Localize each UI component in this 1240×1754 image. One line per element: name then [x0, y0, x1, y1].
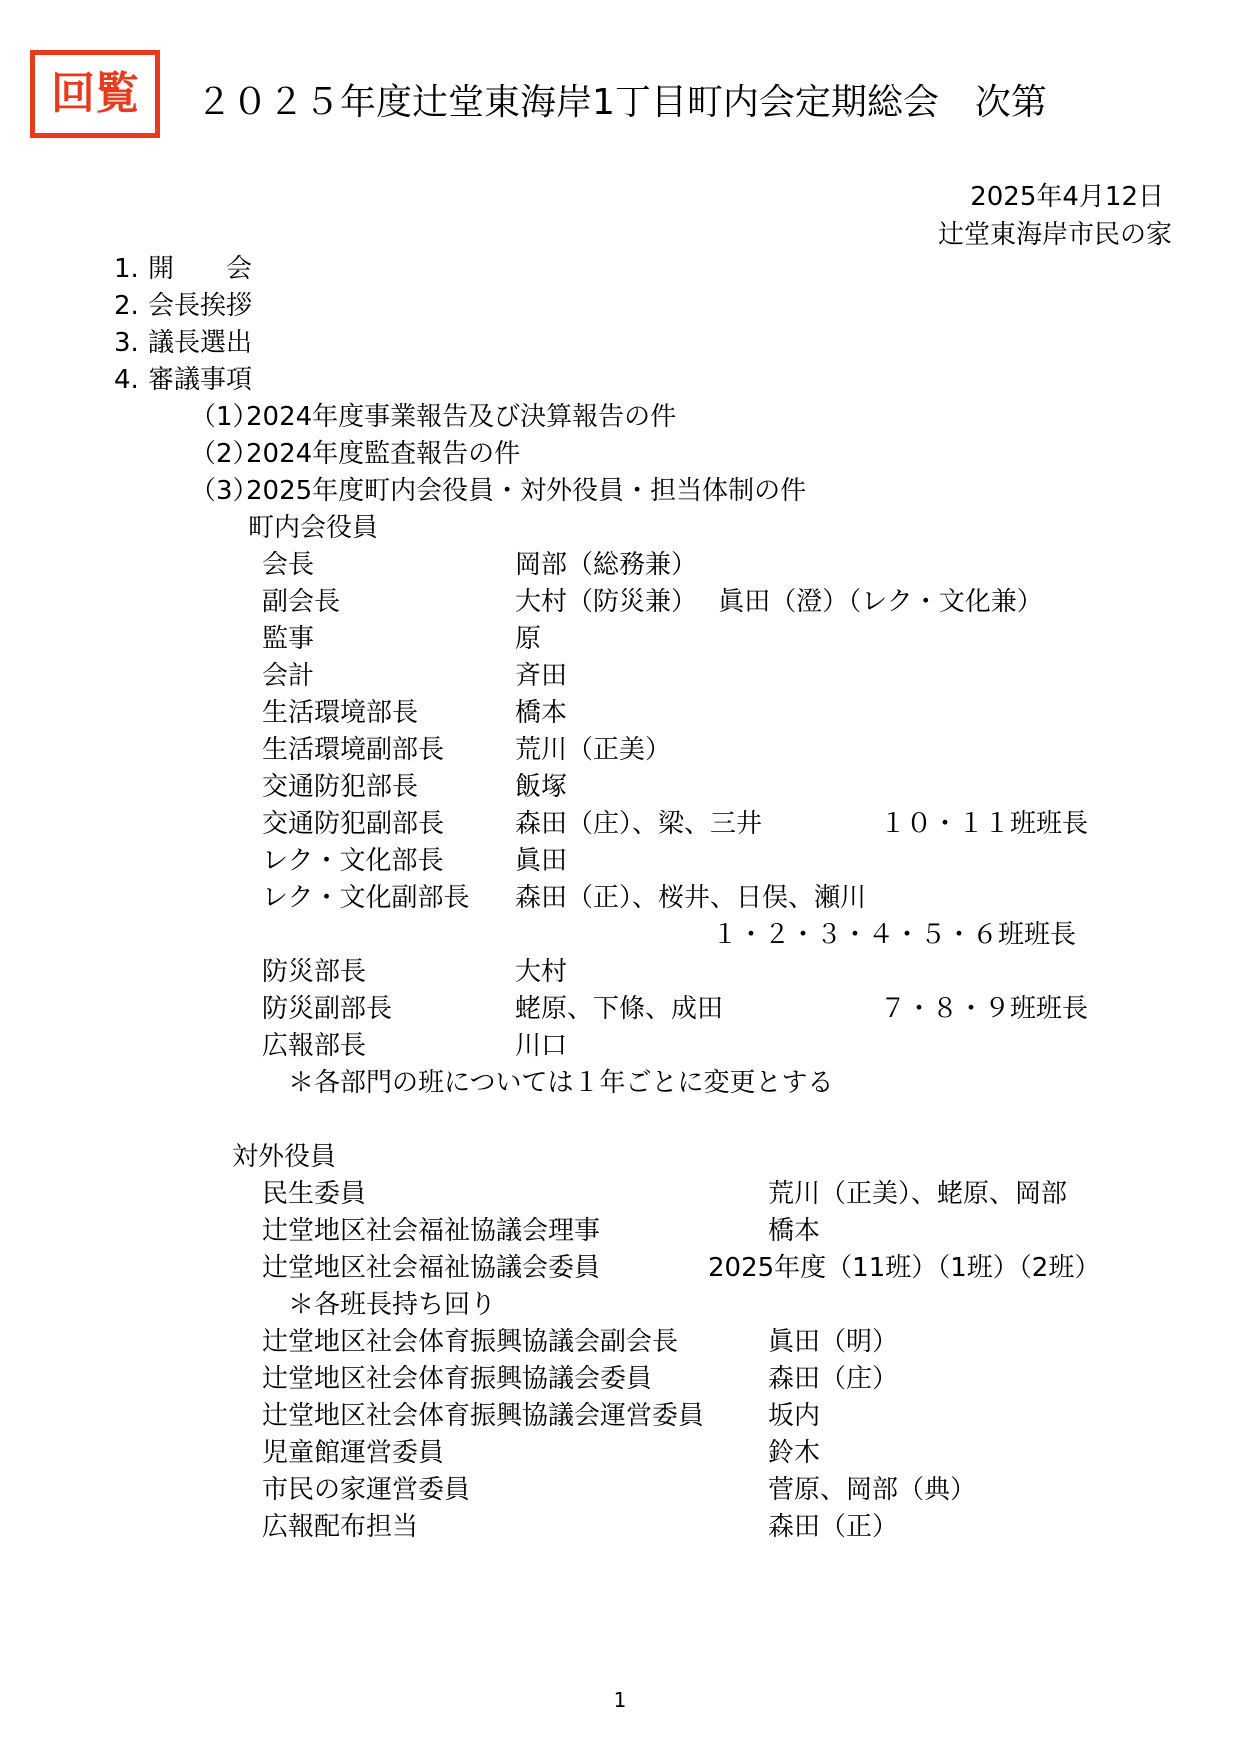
officer-role: 交通防犯部長: [262, 772, 419, 802]
agenda-number: 4.: [114, 365, 139, 395]
external-name: 2025年度（11班）（1班）（2班）: [708, 1253, 1101, 1283]
officer-name: 原: [515, 624, 542, 654]
town-officers-note: ＊各部門の班については１年ごとに変更とする: [288, 1068, 834, 1098]
external-name: 森田（庄）: [768, 1364, 899, 1394]
town-officers-heading: 町内会役員: [248, 513, 379, 543]
agenda-label: 会長挨拶: [148, 291, 253, 321]
deliberation-number: （3）: [190, 476, 259, 506]
meeting-place: 辻堂東海岸市民の家: [937, 220, 1172, 250]
group-assignment-culture: １・２・３・４・５・６班班長: [712, 920, 1077, 950]
external-role: 辻堂地区社会福祉協議会理事: [262, 1216, 601, 1246]
group-assignment-disaster: ７・８・９班班長: [880, 994, 1089, 1024]
agenda-label: 開 会: [148, 254, 253, 284]
external-role: 民生委員: [262, 1179, 367, 1209]
officer-name: 蛯原、下條、成田: [515, 994, 724, 1024]
external-name: 坂内: [768, 1401, 821, 1431]
officer-role: 監事: [262, 624, 315, 654]
officer-name: 岡部（総務兼）: [515, 550, 698, 580]
officer-name: 森田（正）、桜井、日俣、瀬川: [515, 883, 867, 913]
deliberation-number: （2）: [190, 439, 259, 469]
deliberation-label: 2025年度町内会役員・対外役員・担当体制の件: [246, 476, 807, 506]
officer-name: 飯塚: [515, 772, 568, 802]
document-title: ２０２５年度辻堂東海岸1丁目町内会定期総会 次第: [196, 82, 1047, 123]
deliberation-item: [190, 399, 676, 436]
agenda-item: [114, 288, 252, 325]
officer-role: 防災副部長: [262, 994, 393, 1024]
external-name: 眞田（明）: [768, 1327, 899, 1357]
deliberation-number: （1）: [190, 402, 259, 432]
officer-role: 生活環境副部長: [262, 735, 445, 765]
officer-name: 斉田: [515, 661, 568, 691]
officer-role: 会長: [262, 550, 315, 580]
external-role: 辻堂地区社会体育振興協議会委員: [262, 1364, 653, 1394]
external-officers-heading: 対外役員: [232, 1142, 337, 1172]
officer-name: 川口: [515, 1031, 568, 1061]
officer-role: レク・文化部長: [262, 846, 444, 876]
officer-role: 広報部長: [262, 1031, 367, 1061]
external-role: 市民の家運営委員: [262, 1475, 471, 1505]
external-name: 菅原、岡部（典）: [768, 1475, 977, 1505]
agenda-label: 審議事項: [148, 365, 253, 395]
external-role: 児童館運営委員: [262, 1438, 445, 1468]
deliberation-item: [190, 473, 806, 510]
agenda-number: 2.: [114, 291, 139, 321]
agenda-item: [114, 251, 252, 288]
agenda-item: [114, 325, 252, 362]
officer-name: 眞田: [515, 846, 568, 876]
external-role: 広報配布担当: [262, 1512, 419, 1542]
officer-role: 会計: [262, 661, 315, 691]
agenda-number: 1.: [114, 254, 139, 284]
officer-name: 橋本: [515, 698, 568, 728]
officer-name: 荒川（正美）: [515, 735, 672, 765]
deliberation-item: [190, 436, 520, 473]
officer-name: 大村（防災兼） 眞田（澄）（レク・文化兼）: [515, 587, 1043, 617]
officer-role: 交通防犯副部長: [262, 809, 445, 839]
officer-name: 森田（庄）、梁、三井: [515, 809, 763, 839]
agenda-item: [114, 362, 252, 399]
external-name: 橋本: [768, 1216, 821, 1246]
agenda-label: 議長選出: [148, 328, 253, 358]
officer-role: 副会長: [262, 587, 341, 617]
officer-role: 生活環境部長: [262, 698, 419, 728]
external-officers-note: ＊各班長持ち回り: [288, 1290, 497, 1320]
officer-role: レク・文化副部長: [262, 883, 470, 913]
circulation-stamp: 回覧: [30, 50, 160, 138]
officer-name: 大村: [515, 957, 568, 987]
group-assignment-traffic: １０・１１班班長: [880, 809, 1089, 839]
external-role: 辻堂地区社会体育振興協議会副会長: [262, 1327, 679, 1357]
page-number: 1: [613, 1688, 627, 1712]
external-name: 荒川（正美）、蛯原、岡部: [768, 1179, 1068, 1209]
officer-role: 防災部長: [262, 957, 367, 987]
deliberation-label: 2024年度事業報告及び決算報告の件: [246, 402, 677, 432]
external-role: 辻堂地区社会体育振興協議会運営委員: [262, 1401, 705, 1431]
meeting-meta: [937, 178, 1172, 254]
external-role: 辻堂地区社会福祉協議会委員: [262, 1253, 601, 1283]
external-name: 鈴木: [768, 1438, 821, 1468]
meeting-date: 2025年4月12日: [970, 182, 1164, 212]
external-name: 森田（正）: [768, 1512, 899, 1542]
agenda-number: 3.: [114, 328, 139, 358]
deliberation-label: 2024年度監査報告の件: [246, 439, 521, 469]
